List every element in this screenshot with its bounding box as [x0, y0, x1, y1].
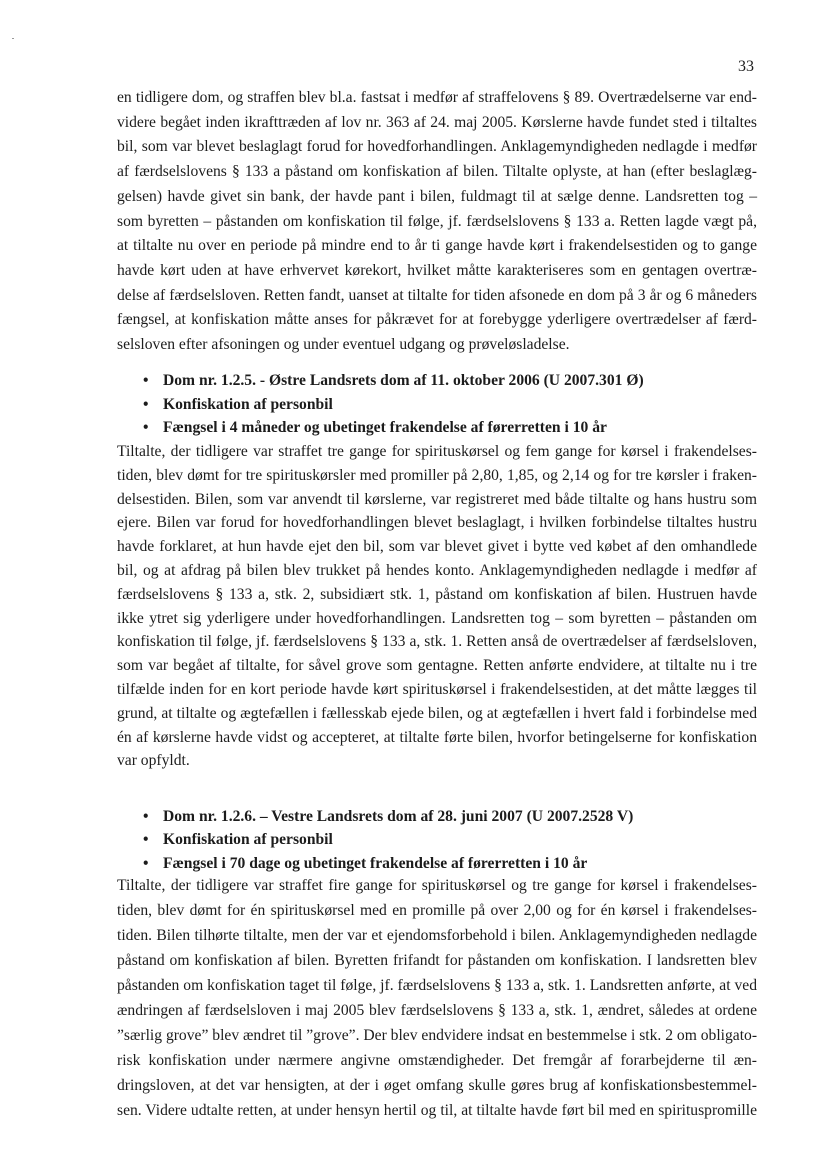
- text-line: én af kørslerne havde vidst og accepteret, at tiltalte førte bilen, hvorfor betingelserne for konfiskation: [117, 728, 757, 746]
- bullet-item: [143, 396, 333, 414]
- text-line: konfiskation til følge, jf. færdselslovens § 133 a, stk. 1. Retten anså de overtrædelser af færdselsloven,: [117, 633, 757, 651]
- text-line: færdselslovens § 133 a, stk. 2, subsidiært stk. 1, påstand om konfiskation af bilen. Hustruen havde: [117, 585, 757, 603]
- bullet-item: [143, 855, 587, 873]
- text-line: fængsel, at konfiskation måtte anses for påkrævet for at forebygge yderligere overtrædelser af færd-: [117, 311, 757, 329]
- bullet-icon: •: [143, 419, 149, 436]
- text-line: ikke ytret sig yderligere under hovedforhandlingen. Landsretten tog – som byretten – påstanden om: [117, 609, 757, 627]
- text-line: af færdselslovens § 133 a påstand om konfiskation af bilen. Tiltalte oplyste, at han (efter beslaglæg-: [117, 163, 757, 181]
- bullet-text: Konfiskation af personbil: [163, 395, 333, 413]
- text-line: at tiltalte nu over en periode på mindre end to år ti gange havde kørt i frakendelsestiden og to gange: [117, 237, 757, 255]
- text-line: bil, som var blevet beslaglagt forud for hovedforhandlingen. Anklagemyndigheden nedlagde i medfør: [117, 138, 757, 156]
- bullet-text: Konfiskation af personbil: [163, 831, 333, 849]
- text-line: delsestiden. Bilen, som var anvendt til kørslerne, var registreret med både tiltalte og hans hustru som: [117, 490, 757, 508]
- text-line: en tidligere dom, og straffen blev bl.a. fastsat i medfør af straffelovens § 89. Overtrædelserne var end-: [117, 89, 757, 106]
- bullet-icon: •: [143, 854, 149, 872]
- bullet-icon: •: [143, 808, 149, 825]
- bullet-item: [143, 419, 607, 437]
- text-line: tilfælde inden for en kort periode havde kørt spirituskørsel i frakendelsestiden, at det måtte lægges til: [117, 681, 757, 698]
- text-line: Tiltalte, der tidligere var straffet tre gange for spirituskørsel og fem gange for kørsel i frakendelses-: [117, 443, 757, 460]
- text-line: påstanden om konfiskation taget til følge, jf. færdselslovens § 133 a, stk. 1. Landsretten anførte, at ved: [117, 977, 757, 994]
- page-number: 33: [738, 58, 754, 75]
- text-line: gelsen) havde givet sin bank, der havde pant i bilen, fuldmagt til at sælge denne. Landsretten tog –: [117, 187, 757, 205]
- text-line: påstand om konfiskation af bilen. Byretten frifandt for påstanden om konfiskation. I landsretten blev: [117, 952, 757, 969]
- text-line: delse af færdselsloven. Retten fandt, uanset at tiltalte for tiden afsonede en dom på 3 år og 6 måneders: [117, 286, 757, 304]
- bullet-text: Dom nr. 1.2.6. – Vestre Landsrets dom af 28. juni 2007 (U 2007.2528 V): [163, 808, 634, 825]
- text-line: tiden, blev dømt for én spirituskørsel med en promille på over 2,00 og for én kørsel i frakendelses-: [117, 902, 757, 919]
- text-line: grund, at tiltalte og ægtefællen i fællesskab ejede bilen, og at ægtefællen i hvert fald i forbindelse med: [117, 704, 757, 722]
- text-line: Tiltalte, der tidligere var straffet fire gange for spirituskørsel og tre gange for kørsel i frakendelses-: [117, 877, 757, 894]
- text-line: som var begået af tiltalte, for såvel grove som gentagne. Retten anførte endvidere, at tiltalte nu i tre: [117, 657, 757, 675]
- text-line: ændringen af færdselsloven i maj 2005 blev færdselslovens § 133 a, stk. 1, ændret, således at ordene: [117, 1002, 757, 1019]
- text-line: dringsloven, at det var hensigten, at der i øget omfang skulle gøres brug af konfiskationsbestemmel-: [117, 1077, 757, 1094]
- text-line: havde kørt uden at have erhvervet kørekort, hvilket måtte karakteriseres som en gentagen overtræ-: [117, 261, 757, 279]
- text-line: tiden. Bilen tilhørte tiltalte, men der var et ejendomsforbehold i bilen. Anklagemyndigheden nedlagde: [117, 927, 757, 944]
- bullet-text: Dom nr. 1.2.5. - Østre Landsrets dom af 11. oktober 2006 (U 2007.301 Ø): [163, 372, 644, 389]
- bullet-text: Fængsel i 70 dage og ubetinget frakendelse af førerretten i 10 år: [163, 854, 588, 872]
- bullet-text: Fængsel i 4 måneder og ubetinget frakendelse af førerretten i 10 år: [163, 419, 607, 436]
- bullet-icon: •: [143, 372, 149, 389]
- text-line: havde forklaret, at hun havde ejet den bil, som var blevet givet i bytte ved købet af den omhandlede: [117, 538, 757, 556]
- text-line: sen. Videre udtalte retten, at under hensyn hertil og til, at tiltalte havde ført bil med en spirituspromille: [117, 1102, 757, 1119]
- text-line: var opfyldt.: [117, 752, 190, 770]
- text-line: bil, og at afdrag på bilen blev trukket på hendes konto. Anklagemyndigheden nedlagde i medfør af: [117, 562, 757, 579]
- bullet-icon: •: [143, 395, 149, 413]
- bullet-icon: •: [143, 831, 149, 849]
- text-line: selsloven efter afsoningen og under eventuel udgang og prøveløsladelse.: [117, 336, 570, 353]
- text-line: som byretten – påstanden om konfiskation til følge, jf. færdselslovens § 133 a. Retten lagde vægt på,: [117, 212, 757, 230]
- bullet-item: [143, 372, 644, 390]
- bullet-item: [143, 808, 633, 826]
- text-line: ejere. Bilen var forud for hovedforhandlingen blevet beslaglagt, i hvilken forbindelse tiltaltes hustru: [117, 514, 757, 532]
- scan-speck: [12, 38, 14, 39]
- text-line: tiden, blev dømt for tre spirituskørsler med promiller på 2,80, 1,85, og 2,14 og for tre kørsler i fraken-: [117, 466, 757, 484]
- text-line: ”særlig grove” blev ændret til ”grove”. Der blev endvidere indsat en bestemmelse i stk. 2 om obligato-: [117, 1027, 758, 1044]
- bullet-item: [143, 831, 333, 849]
- text-line: videre begået inden ikrafttræden af lov nr. 363 af 24. maj 2005. Kørslerne havde fundet sted i tiltaltes: [117, 113, 757, 131]
- text-line: risk konfiskation under nærmere angivne omstændigheder. Det fremgår af forarbejderne til æn-: [117, 1052, 757, 1069]
